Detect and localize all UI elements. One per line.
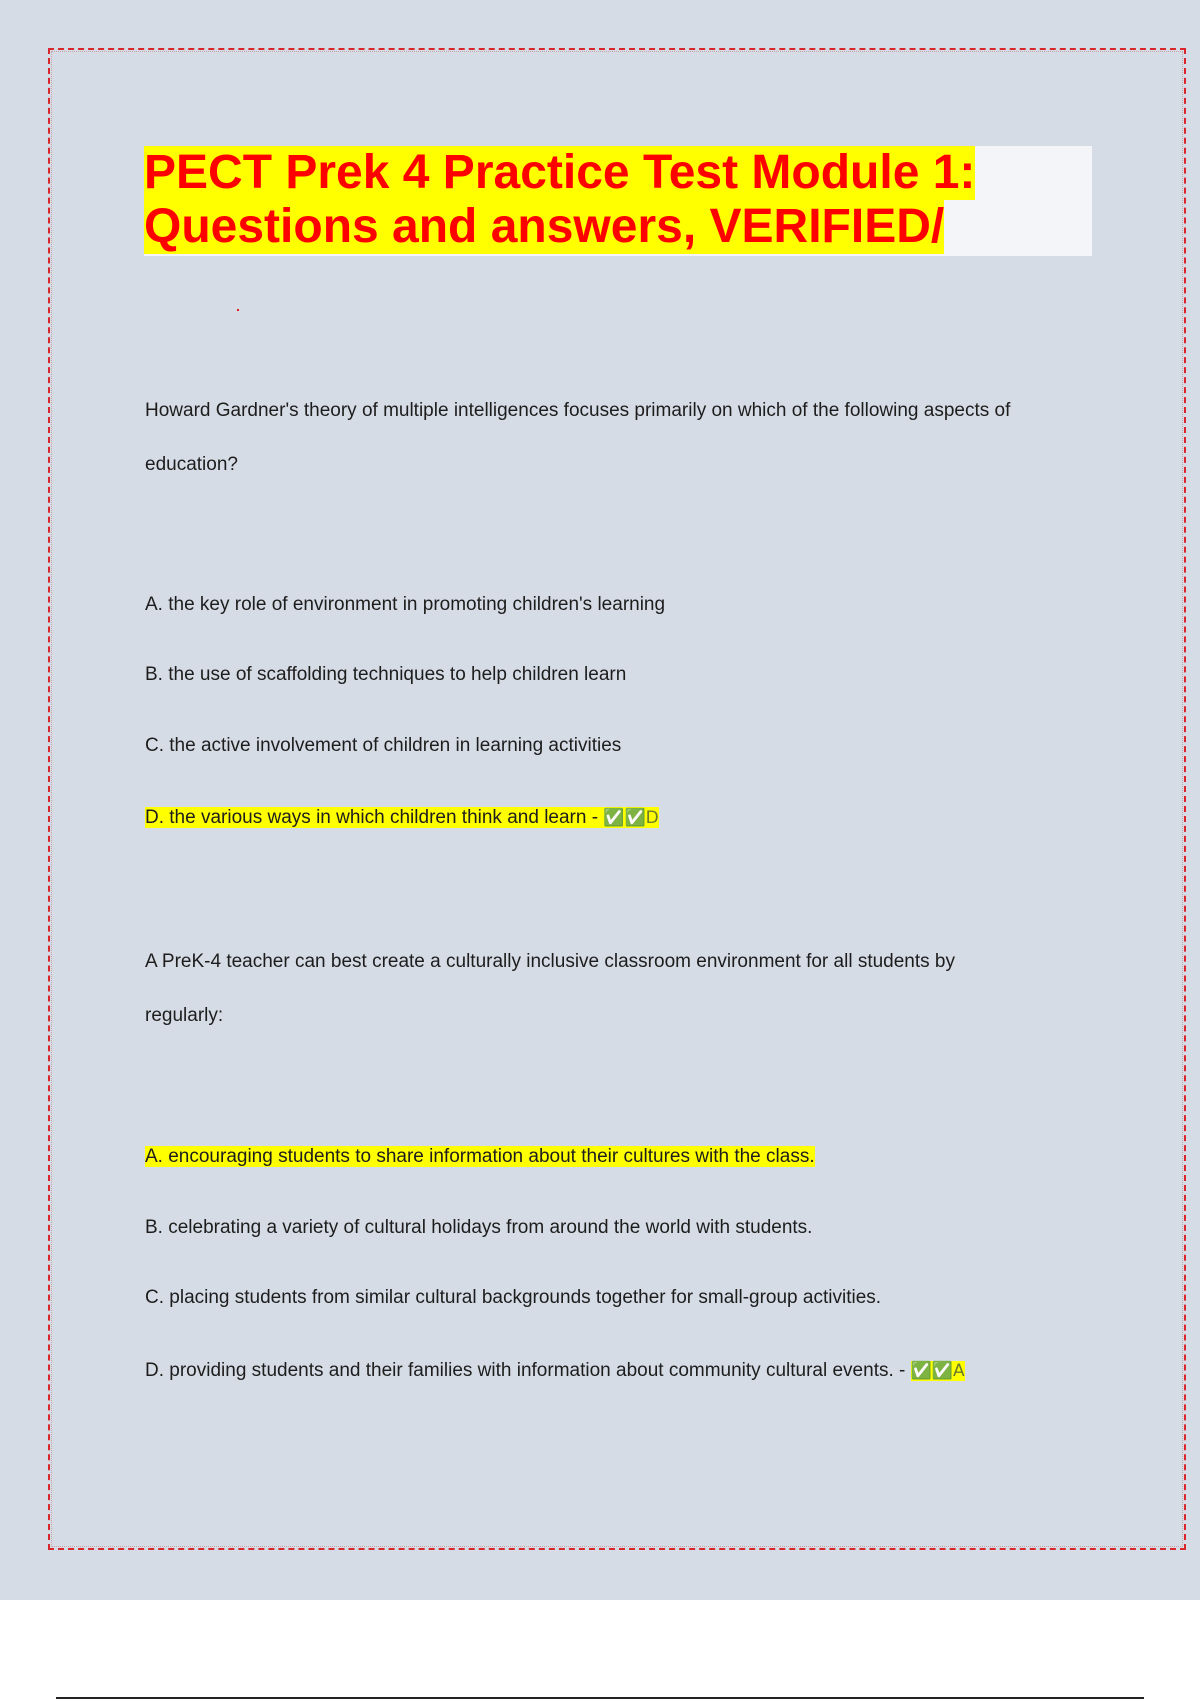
question-2-option-c: C. placing students from similar cultural backgrounds together for small-group activities. (145, 1287, 882, 1308)
document-title (144, 146, 975, 254)
title-line-2: Questions and answers, VERIFIED/ (144, 200, 945, 253)
question-1-stem-line-1: Howard Gardner's theory of multiple intelligences focuses primarily on which of the following aspects of (145, 400, 1011, 421)
question-1-answer-marker: ✅✅D (603, 808, 659, 828)
question-2-stem-line-2: regularly: (145, 1005, 224, 1026)
question-1-option-c: C. the active involvement of children in learning activities (145, 735, 622, 756)
question-2-answer-marker: ✅✅A (910, 1361, 965, 1381)
bottom-rule (56, 1697, 1144, 1699)
question-2-option-b: B. celebrating a variety of cultural holidays from around the world with students. (145, 1217, 813, 1238)
question-1-option-d (145, 807, 659, 829)
question-2-stem-line-1: A PreK-4 teacher can best create a culturally inclusive classroom environment for all students by (145, 951, 955, 972)
title-line-1: PECT Prek 4 Practice Test Module 1: (144, 146, 976, 199)
page-border-inner (51, 51, 1183, 1547)
question-1-stem-line-2: education? (145, 454, 238, 475)
question-2-option-d (145, 1360, 965, 1382)
question-1-option-d-text: D. the various ways in which children think and learn - (145, 807, 604, 828)
question-2-option-d-text: D. providing students and their families with information about community cultural events. - (145, 1360, 911, 1381)
red-dot-mark (237, 309, 239, 311)
question-1-option-a: A. the key role of environment in promoting children's learning (145, 594, 666, 615)
question-2-option-a-text: A. encouraging students to share information about their cultures with the class. (145, 1146, 815, 1167)
question-2-option-a (145, 1146, 815, 1168)
question-1-option-b: B. the use of scaffolding techniques to help children learn (145, 664, 627, 685)
